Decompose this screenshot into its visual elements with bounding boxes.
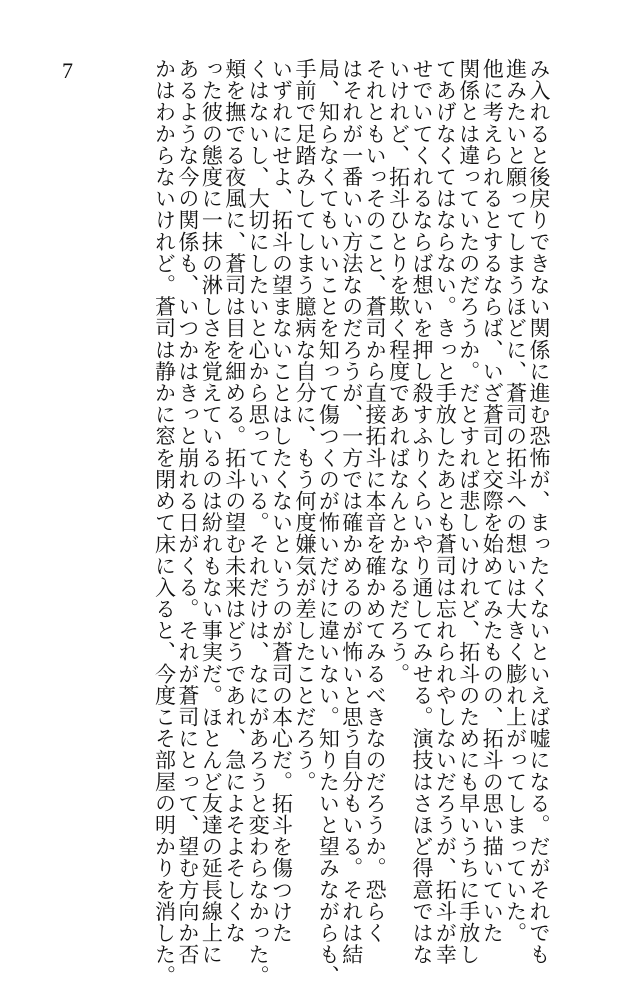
text-line: いずれにせよ、拓斗の望まないことはしたくないというのが蒼司の本心だ。拓斗を傷つけた bbox=[269, 58, 294, 944]
text-line: 頬を撫でる夜風に、蒼司は目を細める。拓斗の望む未来はどうであれ、急によそよそしくな bbox=[222, 58, 247, 944]
text-line: あるような今の関係も、いつかはきっと崩れる日がくる。それが蒼司にとって、望む方向か否 bbox=[175, 58, 200, 966]
text-line: くはないし、大切にしたいと心から思っている。それだけは、なにがあろうと変わらなかった。 bbox=[246, 58, 271, 987]
text-line: てあげなくてはならない。きっと手放したあとも蒼司は忘れられやしないだろうが、拓斗が幸 bbox=[433, 58, 458, 966]
text-line: 進みたいと願ってしまうほどに、蒼司の拓斗への想いは大きく膨れ上がってしまっていた。 bbox=[503, 58, 528, 944]
text-line: かはわからないけれど。蒼司は静かに窓を閉めて床に入ると、今度こそ部屋の明かりを消した。 bbox=[152, 58, 177, 987]
text-line: いけれど、拓斗ひとりを欺く程度であればなんとかなるだろう。 bbox=[386, 58, 411, 685]
text-line: 関係とは違っていたのだろうか。だとすれば悲しいけれど、拓斗のためにも早いうちに手放し bbox=[456, 58, 481, 966]
text-line: った彼の態度に一抹の淋しさを覚えているのは紛れもない事実だ。ほとんど友達の延長線上に bbox=[199, 58, 224, 966]
text-line: はそれが一番いい方法なのだろうが、一方では確かめるのが怖いと思う自分もいる。それは結 bbox=[339, 58, 364, 966]
text-line: 他に考えられるとするならば、いざ蒼司と交際を始めてみたものの、拓斗の思い描いていた bbox=[480, 58, 505, 944]
text-line: み入れると後戻りできない関係に進む恐怖が、まったくないといえば嘘になる。だがそれでも bbox=[527, 58, 551, 966]
page-number: 7 bbox=[62, 58, 73, 83]
text-line: 局、知らなくてもいいことを知って傷つくのが怖いだけに違いない。知りたいと望みながらも、 bbox=[316, 58, 341, 987]
text-line: 手前で足踏みしてしまう臆病な自分に、もう何度嫌気が差したことだろう。 bbox=[292, 58, 317, 793]
text-line: せでいてくれるならば想いを押し殺すふりくらいやり通してみせる。演技はさほど得意ではな bbox=[409, 58, 434, 966]
body-text bbox=[152, 58, 551, 987]
text-line: それともいっそのこと、蒼司から直接拓斗に本音を確かめてみるべきなのだろうか。恐らく bbox=[363, 58, 388, 944]
